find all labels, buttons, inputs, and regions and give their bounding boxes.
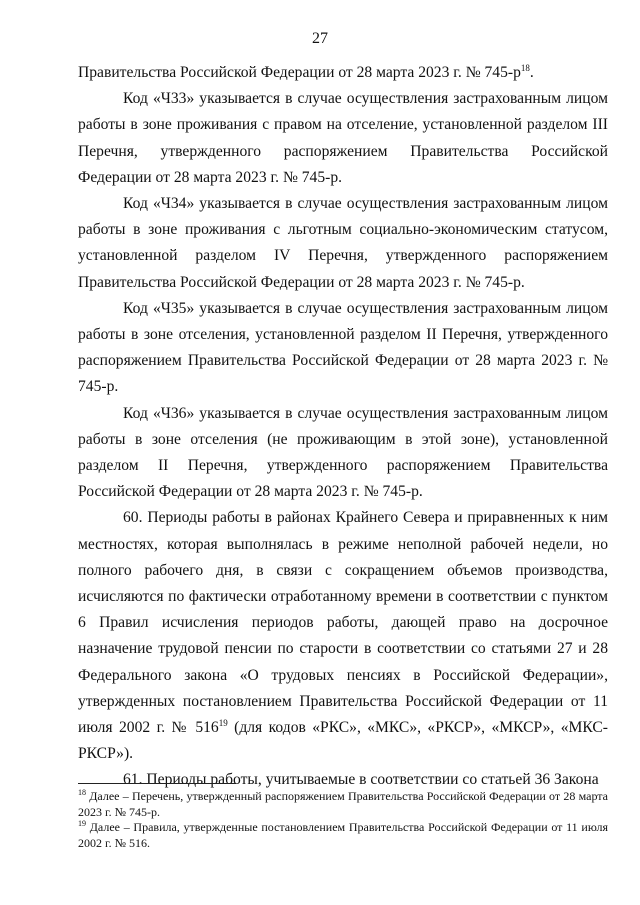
paragraph-code-ch36: Код «Ч36» указывается в случае осуществления застрахованным лицом работы в зоне отселения (не проживающим в этой зоне), установленной разделом II Перечня, утвержденного распоряжением Правительства Российской Федерации от 28 марта 2023 г. № 745-р. [78, 404, 608, 501]
footnote-mark: 18 [78, 788, 86, 797]
paragraph-text: Правительства Российской Федерации от 28 марта 2023 г. № 745-р [78, 64, 521, 81]
footnote-mark: 19 [78, 819, 86, 829]
paragraph-text-after: (для кодов «РКС», «МКС», «РКСР», «МКСР», «МКС-РКСР»). [78, 719, 608, 763]
footnote-divider [78, 783, 236, 784]
footnote-text: Далее – Правила, утвержденные постановлением Правительства Российской Федерации от 11 июля 2002 г. № 516. [78, 820, 608, 850]
paragraph-text: 60. Периоды работы в районах Крайнего Севера и приравненных к ним местностях, которая выполнялась в режиме неполной рабочей недели, но полного рабочего дня, в связи с сокращением объемов производства, исчисляются по фактически отработанному времени в соответствии с пунктом 6 Правил исчисления периодов работы, дающей право на досрочное назначение трудовой пенсии по старости в соответствии со статьями 27 и 28 Федерального закона «О трудовых пенсиях в Российской Федерации», утвержденных постановлением Правительства Российской Федерации от 11 июля 2002 г. № 516 [78, 509, 608, 737]
paragraph-continuation [78, 60, 608, 86]
paragraph-code-ch34: Код «Ч34» указывается в случае осуществления застрахованным лицом работы в зоне проживания с льготным социально-экономическим статусом, установленной разделом IV Перечня, утвержденного распоряжением Правительства Российской Федерации от 28 марта 2023 г. № 745-р. [78, 195, 608, 291]
footnote-18 [78, 789, 608, 820]
paragraph-text-after: . [529, 64, 534, 81]
footnote-ref-18[interactable]: 18 [520, 62, 530, 73]
paragraph-item-61: 61. Периоды работы, учитываемые в соответствии со статьей 36 Закона [123, 771, 599, 789]
footnote-ref-19[interactable]: 19 [218, 717, 228, 728]
footnotes [78, 789, 608, 851]
paragraph-code-ch35: Код «Ч35» указывается в случае осуществления застрахованным лицом работы в зоне отселения, установленной разделом II Перечня, утвержденного распоряжением Правительства Российской Федерации от 28 марта 2023 г. № 745-р. [78, 299, 608, 396]
paragraph-item-60 [78, 505, 608, 767]
footnote-19 [78, 820, 608, 851]
footnote-text: Далее – Перечень, утвержденный распоряжением Правительства Российской Федерации от 28 марта 2023 г. № 745-р. [78, 789, 608, 819]
paragraph-code-ch33: Код «Ч33» указывается в случае осуществления застрахованным лицом работы в зоне проживания с правом на отселение, установленной разделом III Перечня, утвержденного распоряжением Правительства Российской Федерации от 28 марта 2023 г. № 745-р. [78, 90, 608, 186]
page-number: 27 [312, 30, 328, 47]
document-body [78, 60, 608, 794]
